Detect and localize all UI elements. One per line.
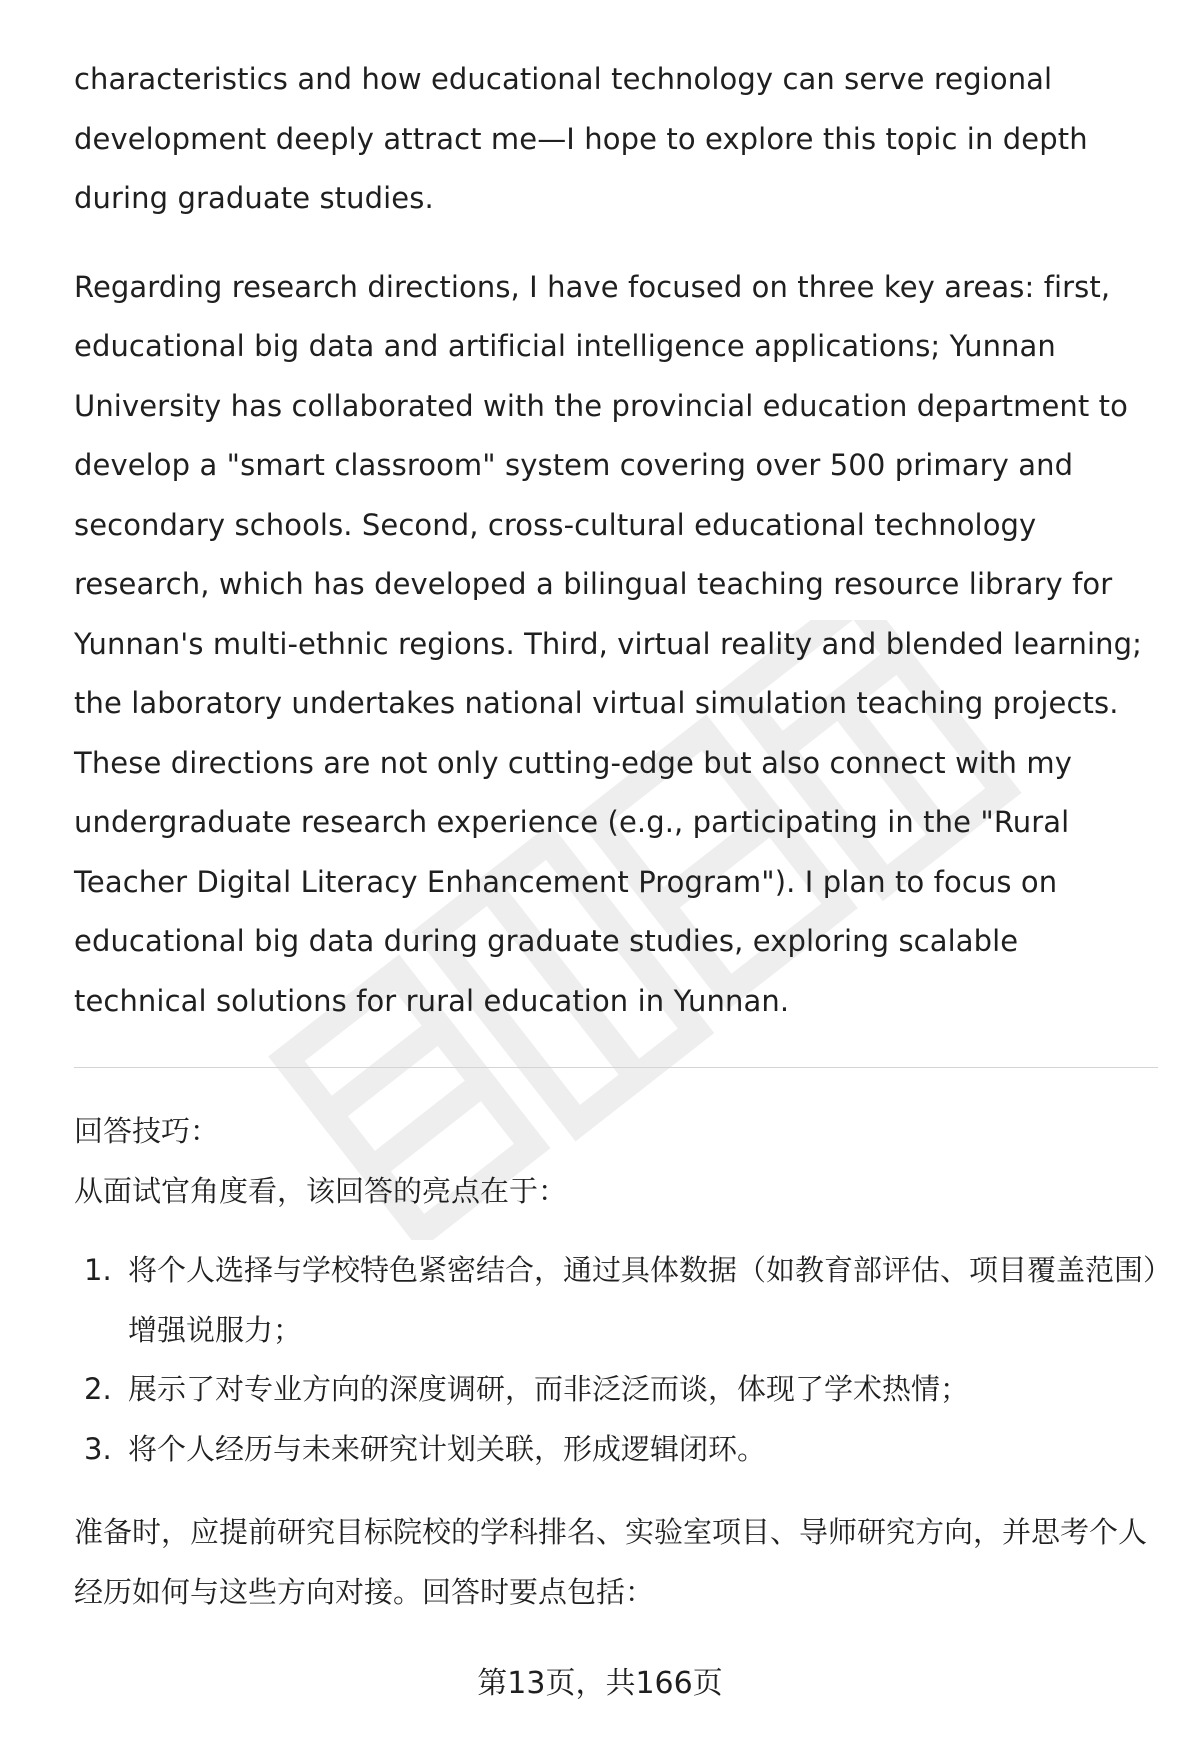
section-divider bbox=[74, 1067, 1158, 1068]
body-paragraph-1: characteristics and how educational technology can serve regional development deeply attract me—I hope to explore this topic in depth during graduate studies. bbox=[74, 62, 1088, 215]
prep-paragraph: 准备时，应提前研究目标院校的学科排名、实验室项目、导师研究方向，并思考个人经历如何与这些方向对接。回答时要点包括： bbox=[74, 1515, 1148, 1609]
list-item bbox=[74, 1420, 1158, 1480]
list-text: 将个人选择与学校特色紧密结合，通过具体数据（如教育部评估、项目覆盖范围）增强说服力； bbox=[128, 1253, 1158, 1347]
list-item bbox=[74, 1241, 1158, 1360]
list-number: 2. bbox=[84, 1372, 112, 1406]
list-number: 3. bbox=[84, 1431, 112, 1466]
tips-intro: 从面试官角度看，该回答的亮点在于： bbox=[74, 1173, 568, 1208]
highlight-list bbox=[74, 1241, 1158, 1479]
list-text: 展示了对专业方向的深度调研，而非泛泛而谈，体现了学术热情； bbox=[128, 1372, 970, 1406]
body-paragraph-2: Regarding research directions, I have focused on three key areas: first, educational big data and artificial intelligence applications; Yunnan University has collaborated with the provincial education department to develop a "smart classroom" system covering over 500 primary and secondary schools. Second, cross-cultural educational technology research, which has developed a bilingual teaching resource library for Yunnan's multi-ethnic regions. Third, virtual reality and blended learning; the laboratory undertakes national virtual simulation teaching projects. These directions are not only cutting-edge but also connect with my undergraduate research experience (e.g., participating in the "Rural Teacher Digital Literacy Enhancement Program"). I plan to focus on educational big data during graduate studies, exploring scalable technical solutions for rural education in Yunnan. bbox=[74, 269, 1143, 1018]
list-item bbox=[74, 1360, 1158, 1420]
list-number: 1. bbox=[84, 1253, 112, 1287]
tips-heading: 回答技巧： bbox=[74, 1114, 220, 1148]
page-content bbox=[74, 50, 1158, 1622]
list-text: 将个人经历与未来研究计划关联，形成逻辑闭环。 bbox=[128, 1431, 767, 1466]
page-footer: 第13页，共166页 bbox=[477, 1666, 723, 1701]
